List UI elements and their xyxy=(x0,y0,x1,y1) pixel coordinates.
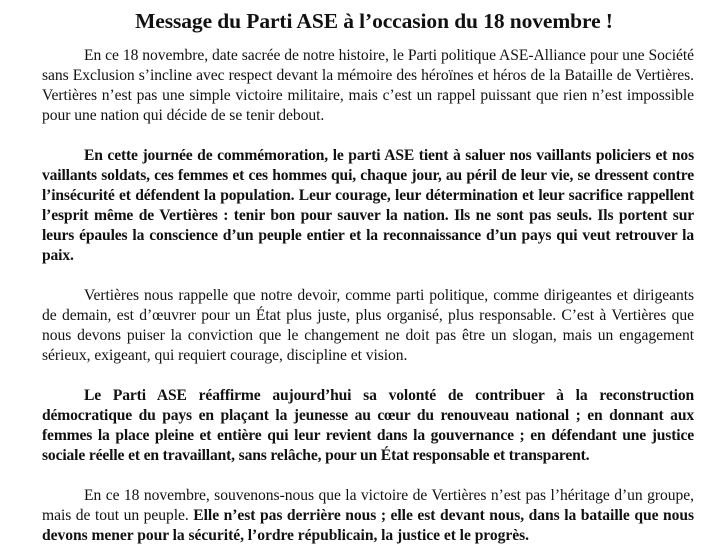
paragraph-tribute: En ce 18 novembre, date sacrée de notre histoire, le Parti politique ASE-Alliance pour une Société sans Exclusion s’incline avec respect devant la mémoire des héroïnes et héros de la Bataille de Vertières. Vertières n’est pas une simple victoire militaire, mais c’est un rappel puissant que rien n’est impossible pour une nation qui décide de se tenir debout. xyxy=(42,47,694,124)
paragraph-commitment: Le Parti ASE réaffirme aujourd’hui sa volonté de contribuer à la reconstruction démocratique du pays en plaçant la jeunesse au cœur du renouveau national ; en donnant aux femmes la place pleine et entière qui leur revient dans la gouvernance ; en défendant une justice sociale réelle et en travaillant, sans relâche, pour un État responsable et transparent. xyxy=(42,387,694,464)
document-title: Message du Parti ASE à l’occasion du 18 novembre ! xyxy=(135,9,613,33)
paragraph-security-forces: En cette journée de commémoration, le parti ASE tient à saluer nos vaillants policiers et nos vaillants soldats, ces femmes et ces hommes qui, chaque jour, au péril de leur vie, se dressent contre l’insécurité et défendent la population. Leur courage, leur détermination et leur sacrifice rappellent l’esprit même de Vertières : tenir bon pour sauver la nation. Ils ne sont pas seuls. Ils portent sur leurs épaules la conscience d’un peuple entier et la reconnaissance d’un pays qui veut retrouver la paix. xyxy=(42,147,694,264)
paragraph-conclusion xyxy=(42,486,694,546)
paragraph-duty: Vertières nous rappelle que notre devoir, comme parti politique, comme dirigeantes et dirigeants de demain, est d’œuvrer pour un État plus juste, plus organisé, plus responsable. C’est à Vertières que nous devons puiser la conviction que le changement ne doit pas être un slogan, mais un engagement sérieux, exigeant, qui requiert courage, discipline et vision. xyxy=(42,287,694,364)
paragraph-conclusion-bold: Elle n’est pas derrière nous ; elle est devant nous, dans la bataille que nous devons mener pour la sécurité, l’ordre républicain, la justice et le progrès. xyxy=(42,507,694,544)
paragraph-conclusion-regular: En ce 18 novembre, souvenons-nous que la victoire de Vertières n’est pas l’héritage d’un groupe, mais de tout un peuple. xyxy=(42,487,694,524)
